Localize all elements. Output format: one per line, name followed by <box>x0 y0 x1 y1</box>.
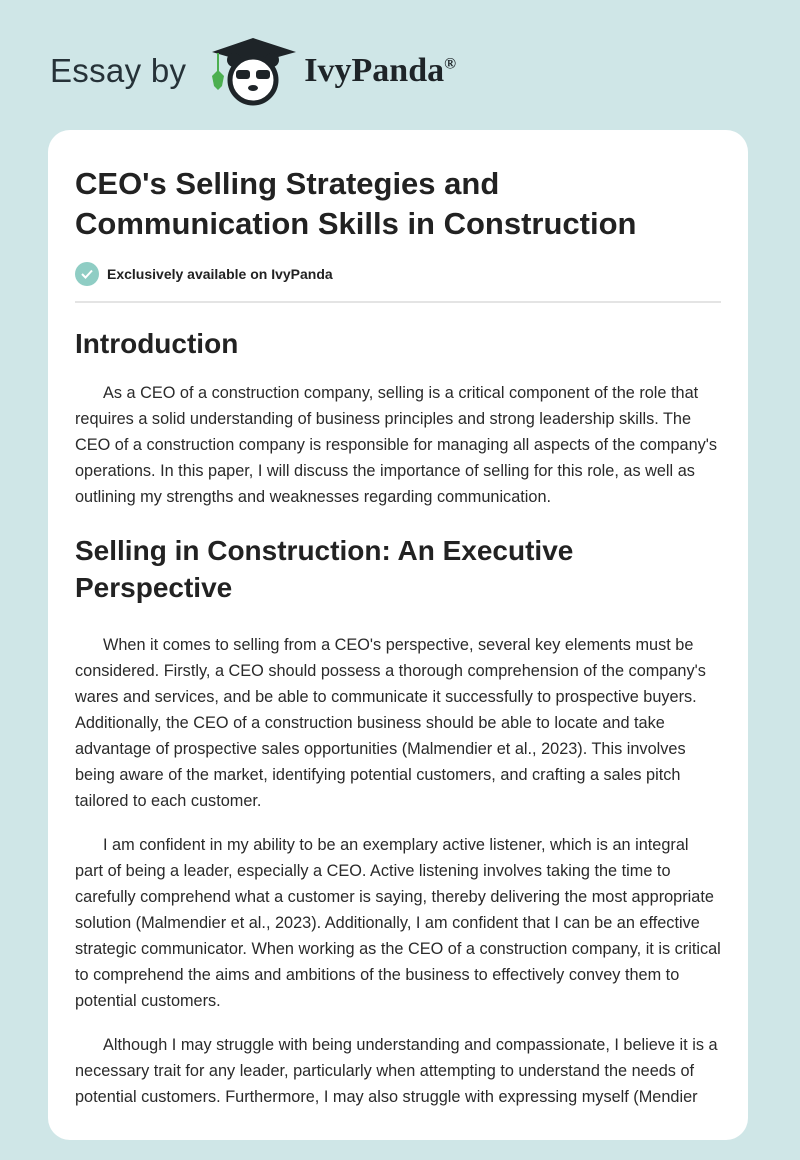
registered-mark: ® <box>444 55 457 73</box>
section-heading: Introduction <box>75 328 239 359</box>
section-heading: Selling in Construction: An Executive Perspective <box>75 535 574 603</box>
check-icon <box>75 262 99 286</box>
paragraph: I am confident in my ability to be an exemplary active listener, which is an integral part of being a leader, especially a CEO. Active listening involves taking the time to carefully comprehend what a customer is saying, thereby delivering the most appropriate solution (Malmendier et al., 2023). Additionally, I am confident that I can be an effective strategic communicator. When working as the CEO of a construction company, it is critical to comprehend the aims and ambitions of the business to effectively convey them to potential customers. <box>75 836 721 1010</box>
badge-text: Exclusively available on IvyPanda <box>107 266 333 282</box>
brand-name <box>304 52 456 90</box>
exclusive-badge <box>75 262 721 286</box>
divider <box>75 301 721 303</box>
paragraph: As a CEO of a construction company, selling is a critical component of the role that requires a solid understanding of business principles and strong leadership skills. The CEO of a construction company is responsible for managing all aspects of the company's operations. In this paper, I will discuss the importance of selling for this role, as well as outlining my strengths and weaknesses regarding communication. <box>75 384 718 506</box>
paragraph: Although I may struggle with being understanding and compassionate, I believe it is a necessary trait for any leader, particularly when attempting to understand the needs of potential customers. Furthermore, I may also struggle with expressing myself (Mendier <box>75 1036 718 1106</box>
brand-text: IvyPanda <box>304 52 445 89</box>
paragraph: When it comes to selling from a CEO's perspective, several key elements must be considered. Firstly, a CEO should possess a thorough comprehension of the company's wares and services, and be able to communicate it successfully to prospective buyers. Additionally, the CEO of a construction business should be able to locate and take advantage of prospective sales opportunities (Malmendier et al., 2023). This involves being aware of the market, identifying potential customers, and crafting a sales pitch tailored to each customer. <box>75 636 706 810</box>
page-title: CEO's Selling Strategies and Communication Skills in Construction <box>75 166 637 241</box>
ivypanda-logo-icon[interactable] <box>208 36 298 106</box>
essay-by-label: Essay by <box>50 52 187 89</box>
essay-card <box>48 130 748 1140</box>
site-header <box>50 36 456 106</box>
